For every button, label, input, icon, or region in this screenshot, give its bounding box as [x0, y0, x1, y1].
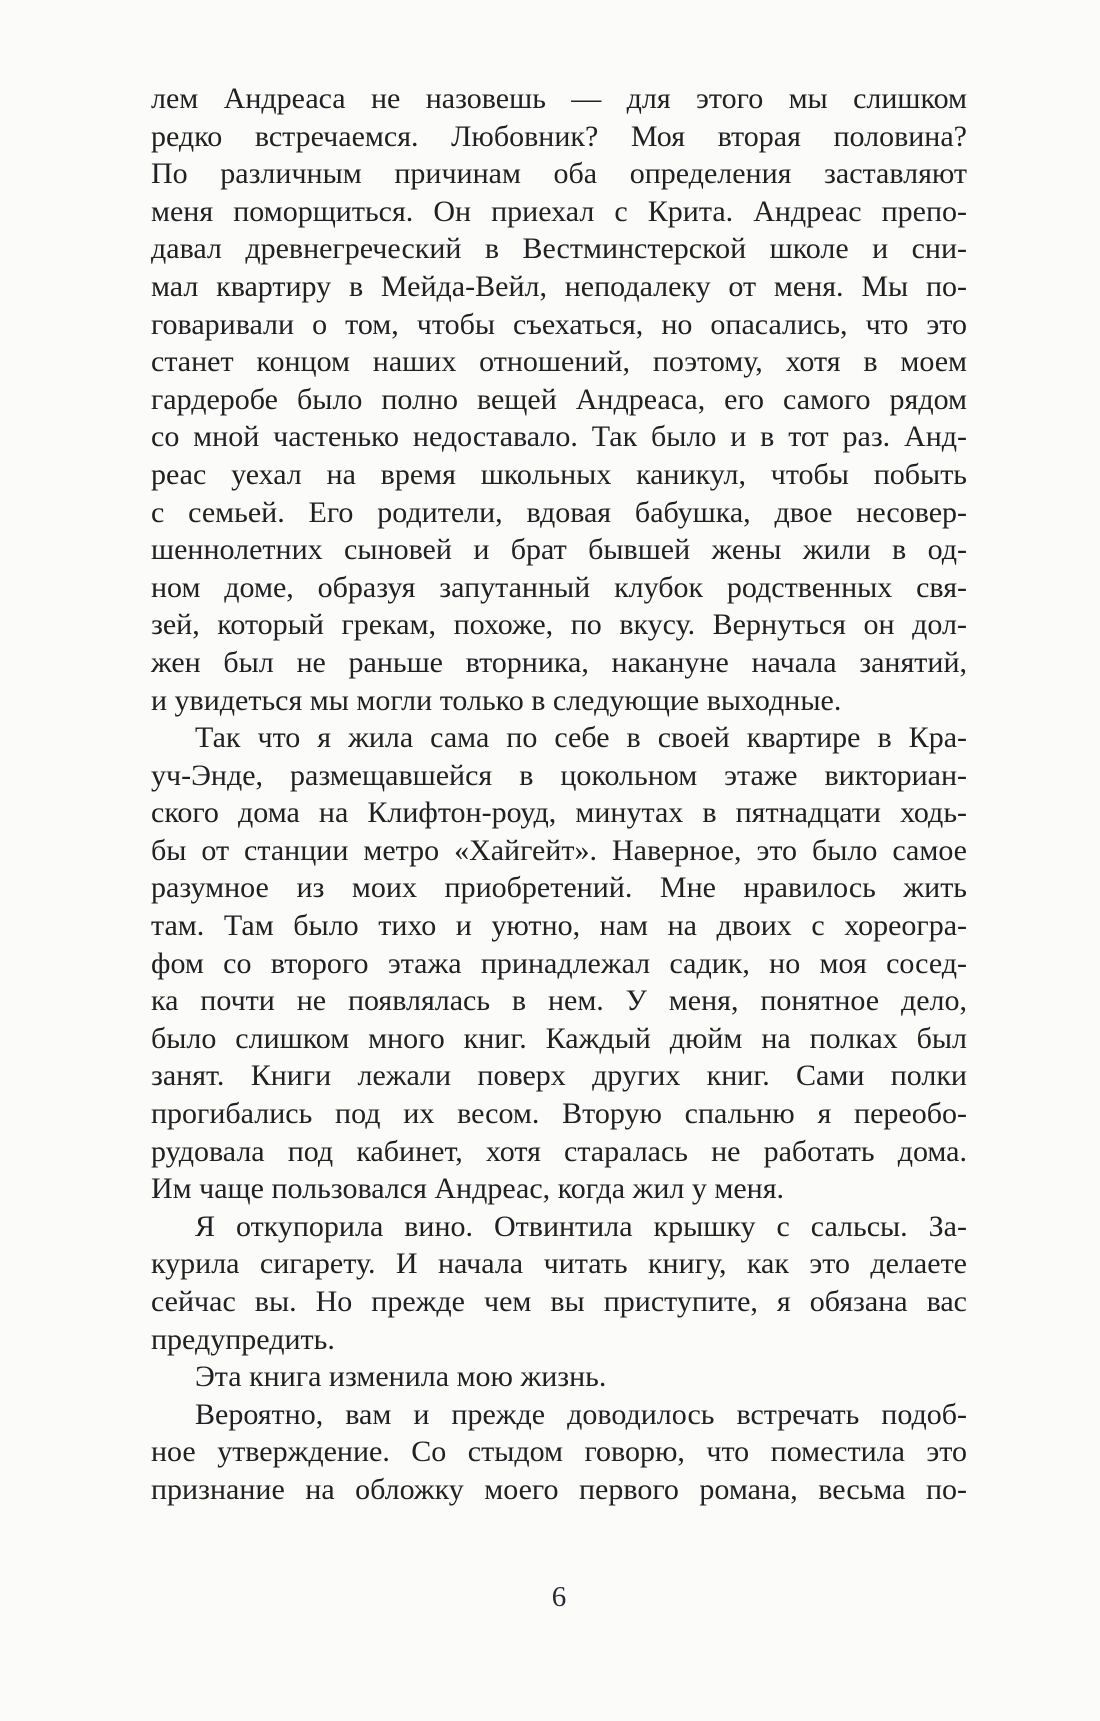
text-block: [151, 80, 967, 1509]
text-line: ского дома на Клифтон-роуд, минутах в пятнадцати ходь-: [151, 796, 967, 830]
text-line: со мной частенько недоставало. Так было и в тот раз. Анд-: [151, 420, 967, 454]
text-line: реас уехал на время школьных каникул, чтобы побыть: [151, 457, 967, 491]
text-line: сейчас вы. Но прежде чем вы приступите, я обязана вас: [151, 1285, 967, 1318]
page-number: 6: [551, 1580, 567, 1613]
text-line: жен был не раньше вторника, накануне начала занятий,: [151, 645, 967, 679]
text-line: Им чаще пользовался Андреас, когда жил у меня.: [151, 1172, 785, 1206]
text-line: занят. Книги лежали поверх других книг. Сами полки: [151, 1059, 967, 1093]
text-line: там. Там было тихо и уютно, нам на двоих с хореогра-: [151, 909, 967, 943]
text-line: ное утверждение. Со стыдом говорю, что поместила это: [151, 1435, 967, 1469]
text-line: шеннолетних сыновей и брат бывшей жены жили в од-: [151, 533, 967, 567]
text-line: разумное из моих приобретений. Мне нравилось жить: [151, 871, 967, 905]
text-line: ном доме, образуя запутанный клубок родственных свя-: [151, 570, 967, 604]
text-line: мал квартиру в Мейда-Вейл, неподалеку от меня. Мы по-: [151, 269, 967, 303]
text-line: Эта книга изменила мою жизнь.: [195, 1360, 607, 1394]
text-line: и увидеться мы могли только в следующие выходные.: [151, 683, 842, 717]
text-line: бы от станции метро «Хайгейт». Наверное, это было самое: [151, 833, 967, 867]
text-line: лем Андреаса не назовешь — для этого мы слишком: [151, 82, 967, 115]
text-line: Так что я жила сама по себе в своей квартире в Кра-: [195, 721, 967, 755]
book-page: [151, 80, 967, 1613]
text-line: ка почти не появлялась в нем. У меня, понятное дело,: [151, 984, 967, 1018]
text-line: было слишком много книг. Каждый дюйм на полках был: [151, 1021, 967, 1055]
text-line: говаривали о том, чтобы съехаться, но опасались, что это: [151, 307, 967, 341]
text-line: предупредить.: [151, 1322, 335, 1356]
text-line: рудовала под кабинет, хотя старалась не работать дома.: [151, 1134, 967, 1168]
text-line: меня поморщиться. Он приехал с Крита. Андреас препо-: [151, 194, 967, 228]
text-line: фом со второго этажа принадлежал садик, но моя сосед-: [151, 946, 967, 980]
text-line: Я откупорила вино. Отвинтила крышку с сальсы. За-: [195, 1209, 967, 1243]
text-line: курила сигарету. И начала читать книгу, как это делаете: [151, 1247, 967, 1281]
text-line: станет концом наших отношений, поэтому, хотя в моем: [151, 345, 967, 379]
text-line: Вероятно, вам и прежде доводилось встречать подоб-: [195, 1397, 967, 1431]
text-line: признание на обложку моего первого романа, весьма по-: [151, 1472, 967, 1506]
text-line: гардеробе было полно вещей Андреаса, его самого рядом: [151, 382, 967, 416]
text-line: зей, который грекам, похоже, по вкусу. Вернуться он дол-: [151, 608, 967, 642]
text-line: редко встречаемся. Любовник? Моя вторая половина?: [151, 119, 967, 153]
text-line: уч-Энде, размещавшейся в цокольном этаже викториан-: [151, 758, 967, 792]
text-line: давал древнегреческий в Вестминстерской школе и сни-: [151, 232, 967, 266]
text-line: с семьей. Его родители, вдовая бабушка, двое несовер-: [151, 495, 967, 529]
text-line: По различным причинам оба определения заставляют: [151, 157, 967, 191]
text-line: прогибались под их весом. Вторую спальню я переобо-: [151, 1097, 967, 1131]
